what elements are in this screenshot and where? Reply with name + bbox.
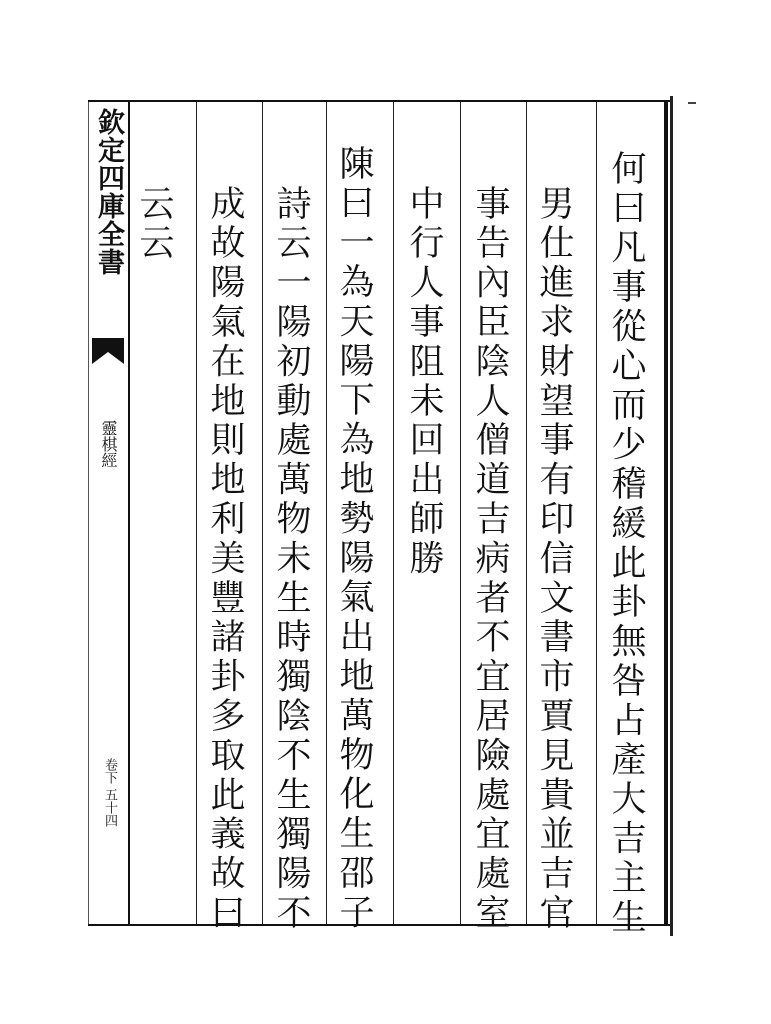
fishtail-mark (92, 338, 124, 368)
frame-bottom-border (88, 924, 673, 926)
column-rule (526, 102, 527, 924)
column-rule (460, 102, 461, 924)
text-column-2: 男仕進求財望事有印信文書市賈見貴並吉官 (534, 185, 574, 934)
frame-top-border (88, 100, 673, 102)
frame-outer-left-border (88, 100, 89, 926)
scan-mark (688, 102, 696, 104)
text-column-4: 中行人事阻未回出師勝 (404, 185, 444, 579)
column-rule (196, 102, 197, 924)
text-column-8: 云云 (134, 185, 174, 264)
frame-margin-border (128, 100, 130, 926)
column-rule (262, 102, 263, 924)
page-number: 卷下 五十四 (102, 758, 117, 828)
text-column-6: 詩云一陽初動處萬物未生時獨陰不生獨陽不 (271, 185, 311, 934)
text-column-7: 成故陽氣在地則地利美豐諸卦多取此義故曰 (205, 185, 245, 934)
text-column-1: 何曰凡事從心而少稽緩此卦無咎占產大吉主生 (606, 150, 646, 938)
text-column-3: 事告內臣陰人僧道吉病者不宜居險處宜處室 (470, 185, 510, 934)
frame-right-shadow (670, 96, 673, 936)
book-title: 靈棋經 (99, 420, 118, 468)
column-rule (596, 102, 597, 924)
column-rule (393, 102, 394, 924)
collection-title: 欽定四庫全書 (93, 108, 124, 276)
column-rule (326, 102, 327, 924)
text-column-5: 陳曰一為天陽下為地勢陽氣出地萬物化生邵子 (334, 145, 374, 933)
frame-right-border (664, 100, 668, 926)
